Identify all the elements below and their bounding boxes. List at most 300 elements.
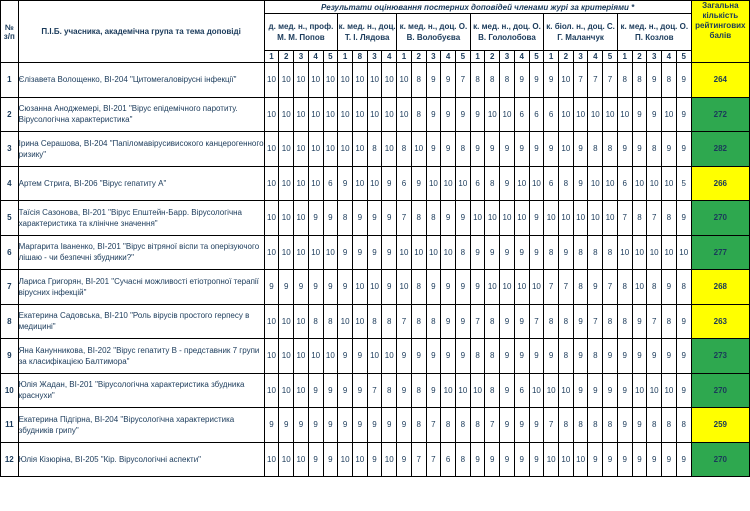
score-cell: 10: [294, 373, 309, 408]
score-cell: 9: [588, 373, 603, 408]
score-cell: 9: [338, 235, 353, 270]
score-cell: 10: [264, 339, 279, 374]
score-cell: 10: [470, 373, 485, 408]
score-cell: 10: [559, 201, 574, 236]
score-cell: 9: [397, 373, 412, 408]
score-cell: 9: [662, 339, 677, 374]
score-cell: 10: [264, 373, 279, 408]
score-cell: 10: [470, 201, 485, 236]
score-cell: 10: [382, 132, 397, 167]
score-cell: 9: [514, 442, 529, 477]
score-cell: 9: [662, 132, 677, 167]
table-row: [1, 97, 750, 132]
score-cell: 10: [294, 442, 309, 477]
criterion-1-5: 5: [323, 51, 338, 63]
participant-title: Таїсія Сазонова, ВІ-201 "Вірус Епштейн-Барр. Вірусологічна характеристика та клінічне значення": [18, 201, 264, 236]
score-cell: 10: [514, 270, 529, 305]
score-cell: 9: [603, 339, 618, 374]
criterion-4-1: 1: [470, 51, 485, 63]
score-cell: 9: [617, 442, 632, 477]
score-cell: 10: [588, 166, 603, 201]
score-cell: 9: [264, 270, 279, 305]
score-cell: 9: [514, 339, 529, 374]
score-cell: 10: [485, 201, 500, 236]
score-cell: 9: [544, 339, 559, 374]
score-cell: 9: [352, 201, 367, 236]
score-cell: 10: [397, 270, 412, 305]
total-score: 268: [691, 270, 749, 305]
score-cell: 8: [411, 270, 426, 305]
participant-title: Юлія Жадан, ВІ-201 "Вірусологічна характеристика збудника краснухи": [18, 373, 264, 408]
row-number: 4: [1, 166, 19, 201]
score-cell: 9: [338, 166, 353, 201]
score-cell: 10: [294, 63, 309, 98]
row-number: 9: [1, 339, 19, 374]
criterion-6-1: 1: [617, 51, 632, 63]
score-cell: 9: [529, 442, 544, 477]
score-cell: 10: [294, 304, 309, 339]
row-number: 12: [1, 442, 19, 477]
jury-member-5: к. біол. н., доц. С. Г. Маланчук: [544, 14, 618, 51]
score-cell: 10: [367, 270, 382, 305]
score-cell: 9: [514, 235, 529, 270]
total-score: 277: [691, 235, 749, 270]
score-cell: 9: [441, 63, 456, 98]
results-header: Результати оцінювання постерних доповідей членами журі за критеріями *: [264, 1, 691, 14]
row-number: 7: [1, 270, 19, 305]
criterion-5-4: 4: [588, 51, 603, 63]
score-cell: 8: [485, 339, 500, 374]
participant-title: Єлізавета Волощенко, ВІ-204 "Цитомегаловірусні інфекції": [18, 63, 264, 98]
criterion-6-5: 5: [676, 51, 691, 63]
score-cell: 9: [397, 442, 412, 477]
score-cell: 10: [294, 201, 309, 236]
score-cell: 9: [382, 270, 397, 305]
criterion-6-3: 3: [647, 51, 662, 63]
score-cell: 10: [264, 166, 279, 201]
score-cell: 10: [397, 235, 412, 270]
score-cell: 8: [397, 132, 412, 167]
score-cell: 9: [559, 235, 574, 270]
row-number: 1: [1, 63, 19, 98]
score-cell: 9: [367, 442, 382, 477]
score-cell: 9: [514, 63, 529, 98]
score-cell: 9: [500, 304, 515, 339]
score-cell: 10: [441, 235, 456, 270]
score-cell: 9: [573, 166, 588, 201]
score-cell: 8: [603, 304, 618, 339]
score-cell: 8: [426, 304, 441, 339]
score-cell: 9: [603, 442, 618, 477]
score-cell: 10: [573, 201, 588, 236]
score-cell: 9: [279, 408, 294, 443]
score-cell: 10: [559, 63, 574, 98]
score-cell: 10: [352, 270, 367, 305]
criterion-3-3: 3: [426, 51, 441, 63]
score-cell: 8: [676, 408, 691, 443]
criterion-5-2: 2: [559, 51, 574, 63]
score-cell: 10: [279, 166, 294, 201]
score-cell: 9: [367, 408, 382, 443]
score-cell: 9: [338, 270, 353, 305]
participant-title: Яна Канунникова, ВІ-202 "Вірус гепатиту В - представник 7 групи за класифікацією Балтимора": [18, 339, 264, 374]
score-cell: 9: [500, 339, 515, 374]
score-cell: 10: [352, 132, 367, 167]
score-cell: 6: [470, 166, 485, 201]
score-cell: 10: [338, 132, 353, 167]
score-cell: 10: [294, 235, 309, 270]
score-cell: 9: [529, 132, 544, 167]
score-cell: 9: [500, 132, 515, 167]
score-cell: 6: [544, 166, 559, 201]
row-number: 2: [1, 97, 19, 132]
score-cell: 10: [544, 442, 559, 477]
score-cell: 8: [308, 304, 323, 339]
score-cell: 8: [426, 201, 441, 236]
score-cell: 10: [603, 97, 618, 132]
score-cell: 8: [367, 132, 382, 167]
score-cell: 8: [559, 408, 574, 443]
score-cell: 10: [617, 235, 632, 270]
score-cell: 8: [544, 235, 559, 270]
score-cell: 9: [617, 373, 632, 408]
score-cell: 9: [308, 373, 323, 408]
score-cell: 9: [647, 442, 662, 477]
score-cell: 6: [514, 97, 529, 132]
score-cell: 10: [573, 97, 588, 132]
score-cell: 8: [485, 63, 500, 98]
score-cell: 10: [264, 132, 279, 167]
score-cell: 10: [382, 63, 397, 98]
score-cell: 9: [676, 63, 691, 98]
score-cell: 9: [632, 339, 647, 374]
score-cell: 8: [485, 166, 500, 201]
score-cell: 9: [588, 442, 603, 477]
score-cell: 10: [559, 442, 574, 477]
table-row: [1, 373, 750, 408]
score-cell: 9: [573, 373, 588, 408]
criterion-4-5: 5: [529, 51, 544, 63]
score-cell: 9: [382, 408, 397, 443]
score-cell: 10: [352, 304, 367, 339]
score-cell: 9: [323, 373, 338, 408]
score-cell: 10: [559, 132, 574, 167]
score-cell: 9: [500, 408, 515, 443]
score-cell: 9: [426, 132, 441, 167]
score-cell: 10: [662, 97, 677, 132]
total-score: 282: [691, 132, 749, 167]
score-cell: 10: [411, 235, 426, 270]
score-cell: 8: [411, 373, 426, 408]
score-cell: 10: [279, 373, 294, 408]
score-cell: 8: [603, 408, 618, 443]
score-cell: 8: [470, 339, 485, 374]
score-cell: 10: [279, 235, 294, 270]
score-cell: 9: [470, 132, 485, 167]
total-score: 270: [691, 201, 749, 236]
score-cell: 8: [559, 304, 574, 339]
score-cell: 10: [514, 201, 529, 236]
score-cell: 7: [647, 304, 662, 339]
score-cell: 8: [470, 63, 485, 98]
score-cell: 10: [338, 63, 353, 98]
table-row: [1, 166, 750, 201]
score-cell: 9: [455, 201, 470, 236]
score-cell: 9: [352, 373, 367, 408]
score-cell: 9: [455, 97, 470, 132]
score-cell: 9: [308, 201, 323, 236]
score-cell: 10: [352, 166, 367, 201]
score-cell: 10: [559, 373, 574, 408]
jury-member-1: д. мед. н., проф. М. М. Попов: [264, 14, 338, 51]
score-cell: 9: [441, 97, 456, 132]
score-cell: 9: [426, 63, 441, 98]
score-cell: 8: [485, 304, 500, 339]
score-cell: 9: [676, 339, 691, 374]
score-cell: 8: [662, 304, 677, 339]
score-cell: 9: [441, 270, 456, 305]
score-cell: 10: [323, 235, 338, 270]
score-cell: 10: [662, 235, 677, 270]
score-cell: 9: [676, 442, 691, 477]
criterion-6-2: 2: [632, 51, 647, 63]
score-cell: 8: [500, 63, 515, 98]
participant-title: Екатерина Підгірна, ВІ-204 "Вірусологічна характеристика збудників грипу": [18, 408, 264, 443]
score-cell: 10: [411, 132, 426, 167]
score-cell: 9: [323, 442, 338, 477]
score-cell: 10: [485, 97, 500, 132]
score-cell: 9: [500, 373, 515, 408]
score-cell: 9: [441, 201, 456, 236]
score-cell: 9: [441, 339, 456, 374]
score-cell: 10: [367, 166, 382, 201]
score-cell: 10: [676, 235, 691, 270]
score-cell: 8: [662, 201, 677, 236]
score-cell: 7: [647, 201, 662, 236]
score-cell: 8: [647, 132, 662, 167]
score-cell: 9: [632, 304, 647, 339]
score-cell: 9: [514, 408, 529, 443]
score-cell: 10: [544, 201, 559, 236]
score-cell: 10: [382, 339, 397, 374]
score-cell: 10: [573, 442, 588, 477]
score-cell: 7: [367, 373, 382, 408]
score-cell: 9: [485, 132, 500, 167]
score-cell: 9: [323, 201, 338, 236]
score-cell: 10: [352, 63, 367, 98]
score-cell: 8: [323, 304, 338, 339]
score-cell: 10: [279, 132, 294, 167]
score-cell: 10: [529, 373, 544, 408]
score-cell: 10: [308, 235, 323, 270]
score-cell: 10: [323, 339, 338, 374]
score-cell: 9: [338, 339, 353, 374]
score-cell: 9: [544, 132, 559, 167]
score-cell: 6: [397, 166, 412, 201]
criterion-3-4: 4: [441, 51, 456, 63]
table-row: [1, 235, 750, 270]
num-header: № з/п: [1, 1, 19, 63]
results-body: [1, 63, 750, 477]
score-cell: 10: [382, 97, 397, 132]
score-cell: 8: [603, 132, 618, 167]
score-cell: 7: [397, 304, 412, 339]
score-cell: 9: [676, 132, 691, 167]
score-cell: 10: [455, 166, 470, 201]
score-cell: 10: [588, 97, 603, 132]
score-cell: 10: [264, 63, 279, 98]
score-cell: 8: [455, 442, 470, 477]
score-cell: 10: [588, 201, 603, 236]
score-cell: 10: [647, 373, 662, 408]
criterion-3-2: 2: [411, 51, 426, 63]
criterion-4-2: 2: [485, 51, 500, 63]
score-cell: 8: [411, 408, 426, 443]
jury-member-6: к. мед. н., доц. О. П. Козлов: [617, 14, 691, 51]
score-cell: 9: [676, 304, 691, 339]
score-cell: 10: [529, 166, 544, 201]
score-cell: 6: [514, 373, 529, 408]
score-cell: 9: [514, 132, 529, 167]
score-cell: 9: [455, 339, 470, 374]
score-cell: 7: [544, 270, 559, 305]
total-score: 270: [691, 442, 749, 477]
score-cell: 10: [632, 373, 647, 408]
score-cell: 8: [382, 304, 397, 339]
score-cell: 8: [632, 63, 647, 98]
score-cell: 8: [485, 373, 500, 408]
total-score: 263: [691, 304, 749, 339]
score-cell: 10: [382, 442, 397, 477]
score-cell: 7: [426, 408, 441, 443]
score-cell: 9: [632, 132, 647, 167]
criterion-5-3: 3: [573, 51, 588, 63]
total-score: 264: [691, 63, 749, 98]
score-cell: 9: [632, 408, 647, 443]
score-cell: 10: [323, 132, 338, 167]
score-cell: 10: [647, 166, 662, 201]
score-cell: 7: [426, 442, 441, 477]
table-row: [1, 339, 750, 374]
score-cell: 10: [529, 270, 544, 305]
score-cell: 8: [617, 63, 632, 98]
score-cell: 9: [632, 97, 647, 132]
score-cell: 10: [603, 166, 618, 201]
participant-title: Екатерина Садовська, ВІ-210 "Роль вірусів простого герпесу в медицині": [18, 304, 264, 339]
participant-title: Маргарита Іваненко, ВІ-201 "Вірус вітряної віспи та оперізуючого лішаю - чи безпечні збудники?": [18, 235, 264, 270]
score-cell: 10: [308, 339, 323, 374]
score-cell: 8: [662, 408, 677, 443]
score-cell: 9: [573, 132, 588, 167]
score-cell: 9: [470, 442, 485, 477]
score-cell: 10: [500, 201, 515, 236]
score-cell: 9: [573, 339, 588, 374]
score-cell: 10: [455, 373, 470, 408]
score-cell: 9: [455, 304, 470, 339]
score-cell: 10: [500, 270, 515, 305]
score-cell: 9: [529, 408, 544, 443]
row-number: 6: [1, 235, 19, 270]
score-cell: 8: [455, 235, 470, 270]
score-cell: 7: [411, 442, 426, 477]
score-cell: 10: [308, 132, 323, 167]
score-cell: 10: [617, 97, 632, 132]
score-cell: 9: [588, 270, 603, 305]
score-cell: 7: [617, 201, 632, 236]
score-cell: 10: [514, 166, 529, 201]
score-cell: 9: [338, 408, 353, 443]
criterion-1-2: 2: [279, 51, 294, 63]
score-cell: 10: [308, 63, 323, 98]
score-cell: 7: [397, 201, 412, 236]
jury-member-3: к. мед. н., доц. О. В. Волобуєва: [397, 14, 471, 51]
score-cell: 10: [662, 373, 677, 408]
score-cell: 9: [500, 442, 515, 477]
criterion-3-5: 5: [455, 51, 470, 63]
score-cell: 10: [279, 63, 294, 98]
score-cell: 10: [279, 339, 294, 374]
score-cell: 8: [411, 97, 426, 132]
score-cell: 10: [294, 166, 309, 201]
criterion-5-5: 5: [603, 51, 618, 63]
score-cell: 8: [411, 304, 426, 339]
score-cell: 8: [455, 408, 470, 443]
score-cell: 8: [559, 339, 574, 374]
score-cell: 9: [470, 97, 485, 132]
row-number: 5: [1, 201, 19, 236]
row-number: 8: [1, 304, 19, 339]
criterion-3-1: 1: [397, 51, 412, 63]
score-cell: 10: [264, 235, 279, 270]
score-cell: 10: [338, 97, 353, 132]
score-cell: 8: [617, 304, 632, 339]
score-cell: 9: [441, 132, 456, 167]
criterion-1-4: 4: [308, 51, 323, 63]
score-cell: 7: [588, 63, 603, 98]
criterion-1-3: 3: [294, 51, 309, 63]
score-cell: 6: [529, 97, 544, 132]
score-cell: 10: [352, 97, 367, 132]
score-cell: 9: [676, 201, 691, 236]
criterion-5-1: 1: [544, 51, 559, 63]
score-cell: 8: [441, 408, 456, 443]
score-cell: 10: [632, 270, 647, 305]
table-row: [1, 132, 750, 167]
score-cell: 9: [529, 235, 544, 270]
total-score: 272: [691, 97, 749, 132]
score-cell: 10: [662, 166, 677, 201]
score-cell: 7: [529, 304, 544, 339]
score-cell: 9: [367, 201, 382, 236]
participant-title: Юлія Кізюріна, ВІ-205 "Кір. Вірусологічні аспекти": [18, 442, 264, 477]
row-number: 3: [1, 132, 19, 167]
score-cell: 9: [485, 442, 500, 477]
score-cell: 8: [588, 408, 603, 443]
score-cell: 10: [632, 235, 647, 270]
score-cell: 9: [397, 408, 412, 443]
score-cell: 9: [617, 132, 632, 167]
criterion-1-1: 1: [264, 51, 279, 63]
score-cell: 9: [573, 304, 588, 339]
score-cell: 8: [588, 339, 603, 374]
score-cell: 9: [308, 442, 323, 477]
score-cell: 9: [367, 235, 382, 270]
score-cell: 9: [617, 339, 632, 374]
score-cell: 6: [323, 166, 338, 201]
score-cell: 9: [352, 235, 367, 270]
score-cell: 9: [426, 339, 441, 374]
score-cell: 9: [382, 235, 397, 270]
